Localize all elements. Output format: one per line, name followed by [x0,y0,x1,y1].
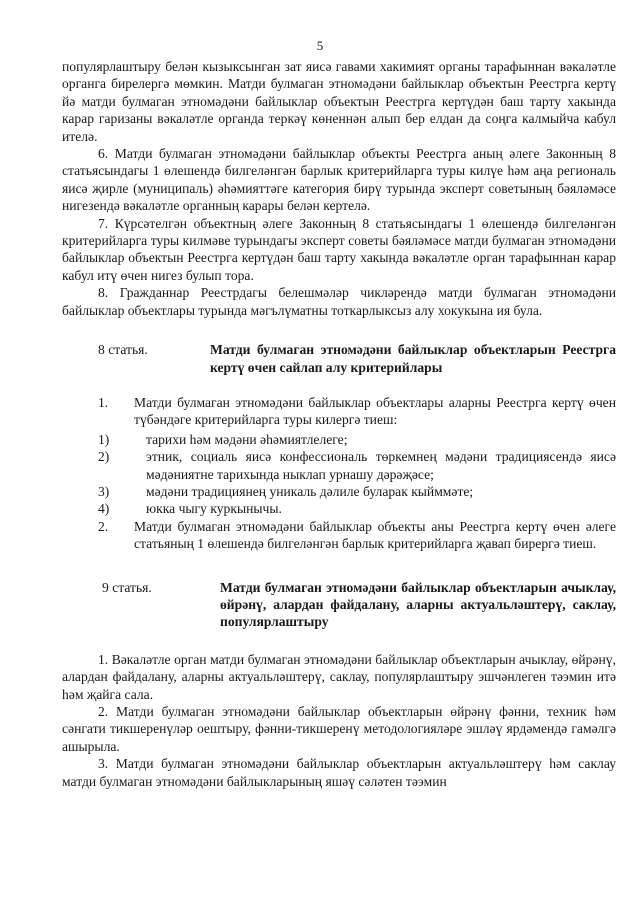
article-8-label: 8 статья. [98,342,148,358]
criterion-text: мәдәни традициянең уникаль дәлиле буларак кыйммәте; [146,483,474,499]
article-9-heading [62,579,616,631]
article-9-label: 9 статья. [102,579,152,595]
point-number: 2. [98,518,109,534]
criterion-number: 2) [98,449,110,465]
paragraph-8: 8. Гражданнар Реестрдагы белешмәләр чикләрендә матди булмаган этномәдәни байлыклар объектлары турында мәгълүматны тоткарлыксыз алу хокукына ия була. [62,285,616,318]
criterion-item [62,431,616,448]
criterion-item [62,500,616,517]
paragraph-continuation: популярлаштыру белән кызыксынган зат яисә гавами хакимият органы тарафыннан вәкаләтле органга бирелергә мөмкин. Матди булмаган этномәдәни байлыклар объектын Реестрга кертү йә матди булмаган этномәдәни байлыклар объектын Реестрга кертүдән баш тарту хакында карар гаризаны вәкаләтле органда теркәү көненнән алып бер елдан да соңга калмыйча кабул ителә. [62,59,616,144]
criterion-text: юкка чыгу куркынычы. [146,501,282,517]
article-9-paragraph-2: 2. Матди булмаган этномәдәни байлыклар объектларын өйрәнү фәнни, техник һәм сәнгати тикшеренүләр оештыру, фәнни-тикшеренү методологияләре эшләү ярдәмендә гамәлгә ашырыла. [62,704,616,754]
article-8-title: Матди булмаган этномәдәни байлыклар объектларын Реестрга кертү өчен сайлап алу критерийлары [210,342,616,375]
document-body [62,58,616,790]
article-8-heading [62,341,616,376]
paragraph-7: 7. Күрсәтелгән объектның әлеге Законның 8 статьясындагы 1 өлешендә билгеләнгән критерийларга туры килмәве турындагы эксперт советы бәяләмәсе матди булмаган этномәдәни байлыклар объектын Реестрга кертүдән баш тарту хакында вәкаләтле орган тарафыннан карар кабул итү өчен нигез булып тора. [62,215,616,283]
criterion-number: 4) [98,501,110,517]
article-9-title: Матди булмаган этномәдәни байлыклар объектларын ачыклау, өйрәнү, алардан файдалану, аларны актуальләштерү, саклау, популярлаштыру [220,579,616,630]
criterion-item [62,448,616,483]
point-number: 1. [98,394,109,410]
criterion-text: тарихи һәм мәдәни әһәмиятлелеге; [146,431,348,447]
article-8-point-2 [62,518,616,553]
criterion-item [62,483,616,500]
article-9-paragraph-1: 1. Вәкаләтле орган матди булмаган этномәдәни байлыклар объектларын ачыклау, өйрәнү, алардан файдалану, аларны актуальләштерү, саклау, популярлаштыру эшчәнлеген тәэмин итә һәм җайга сала. [62,651,616,702]
article-8-point-1 [62,394,616,429]
criterion-number: 1) [98,431,110,447]
article-9-paragraph-3: 3. Матди булмаган этномәдәни байлыклар объектларын актуальләштерү һәм саклау матди булмаган этномәдәни байлыкларының яшәү сәләтен тәэмин [62,756,616,789]
point-text: Матди булмаган этномәдәни байлыклар объектлары аларны Реестрга кертү өчен түбәндәге критерийларга туры килергә тиеш: [134,394,616,428]
page-number: 5 [316,38,324,53]
criterion-text: этник, социаль яисә конфессиональ төркемнең мәдәни традициясендә яисә мәдәниятне тарихында ныклап урнашу дәрәҗәсе; [146,449,616,482]
criterion-number: 3) [98,483,110,499]
point-text: Матди булмаган этномәдәни байлыклар объекты аны Реестрга кертү өчен әлеге статьяның 1 өлешендә билгеләнгән барлык критерийларга җавап бирергә тиеш. [134,518,616,552]
paragraph-6: 6. Матди булмаган этномәдәни байлыклар объекты Реестрга аның әлеге Законның 8 статьясындагы 1 өлешендә билгеләнгән барлык критерийларга туры килүе һәм аңа региональ яисә җирле (муниципаль) әһәмияттәге категория бирү турында эксперт советының бәяләмәсе нигезендә вәкаләтле органның карары белән кертелә. [62,146,616,214]
